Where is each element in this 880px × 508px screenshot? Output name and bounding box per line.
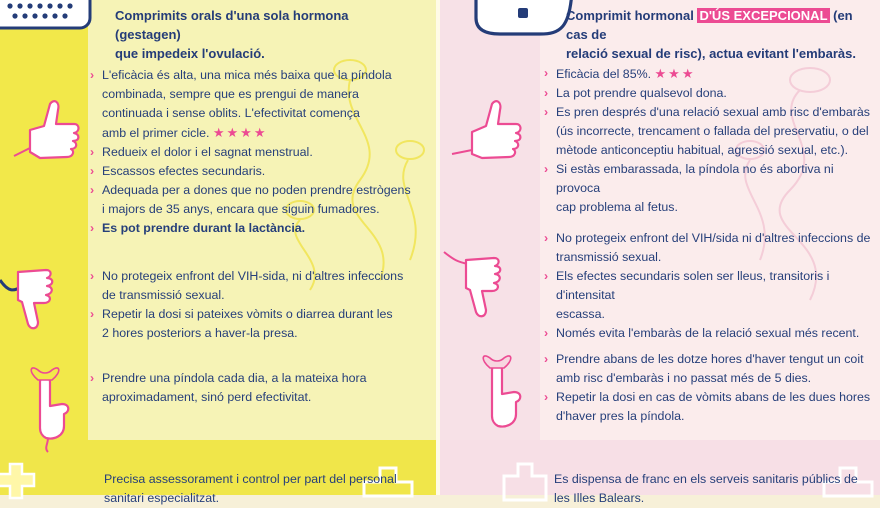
list-item-text: Només evita l'embaràs de la relació sexual més recent.	[556, 326, 860, 340]
list-item	[544, 160, 874, 217]
list-item	[90, 305, 420, 343]
list-item-text: transmissió sexual.	[556, 250, 662, 264]
list-item-text: Redueix el dolor i el sagnat menstrual.	[102, 145, 313, 159]
list-item-text: (ús incorrecte, trencament o fallada del preservatiu, o del	[556, 124, 869, 138]
pill-pack-icon	[470, 0, 580, 40]
list-item-text: Escassos efectes secundaris.	[102, 164, 266, 178]
right-remember-list	[544, 350, 874, 426]
left-panel	[0, 0, 440, 505]
right-footer	[554, 470, 874, 508]
list-item-text: mètode anticonceptiu habitual, agressió sexual, etc.).	[556, 143, 849, 157]
list-item-text: de transmissió sexual.	[102, 288, 225, 302]
list-item-text: Prendre abans de les dotze hores d'haver tengut un coit	[556, 352, 864, 366]
list-item-text: Adequada per a dones que no poden prendre estrògens	[102, 183, 411, 197]
list-item	[90, 369, 420, 407]
left-disadvantages-list	[90, 267, 420, 343]
list-item-text: Es pot prendre durant la lactància.	[102, 221, 306, 235]
rating-stars: ★★★★	[212, 125, 268, 140]
list-item-text: No protegeix enfront del VIH/sida ni d'altres infeccions de	[556, 231, 871, 245]
list-item-text: 2 hores posteriors a haver-la presa.	[102, 326, 298, 340]
right-title-line2: relació sexual de risc), actua evitant l'embaràs.	[566, 46, 856, 61]
list-item-text: Eficàcia del 85%.	[556, 67, 652, 81]
list-item	[544, 84, 874, 103]
list-item	[544, 388, 874, 426]
list-item	[90, 219, 420, 238]
highlight-badge: D'ÚS EXCEPCIONAL	[699, 8, 828, 23]
finger-ribbon-icon	[18, 362, 78, 452]
rating-stars: ★★★	[654, 66, 696, 81]
right-title	[566, 6, 866, 63]
list-item	[544, 229, 874, 267]
list-item-text: Prendre una píndola cada dia, a la mateixa hora	[102, 371, 367, 385]
right-title-text: Comprimit hormonal	[566, 8, 698, 23]
medical-cross-icon	[500, 460, 550, 500]
right-footer-line1: Es dispensa de franc en els serveis sanitaris públics de	[554, 472, 858, 486]
list-item-text: L'eficàcia és alta, una mica més baixa que la píndola	[102, 68, 392, 82]
list-item-text: Es pren després d'una relació sexual amb risc d'embaràs	[556, 105, 870, 119]
list-item-text: escassa.	[556, 307, 605, 321]
list-item	[544, 350, 874, 388]
thumbs-down-icon	[444, 250, 530, 322]
right-title-text: (en cas de	[566, 8, 853, 42]
left-title-line2: que impedeix l'ovulació.	[115, 46, 265, 61]
list-item-text: Repetir la dosi si pateixes vòmits o diarrea durant les	[102, 307, 393, 321]
list-item	[544, 103, 874, 160]
list-item	[544, 324, 874, 343]
list-item	[90, 66, 420, 143]
medical-cross-icon	[0, 458, 40, 498]
left-footer-line2: sanitari especialitzat.	[104, 491, 220, 505]
list-item-text: continuada i sense oblits. L'efectivitat comença	[102, 106, 360, 120]
list-item-text: No protegeix enfront del VIH-sida, ni d'altres infeccions	[102, 269, 404, 283]
right-footer-line2: les Illes Balears.	[554, 491, 645, 505]
list-item	[90, 162, 420, 181]
finger-ribbon-icon	[470, 350, 530, 440]
left-remember-list	[90, 369, 420, 407]
left-footer-line1: Precisa assessorament i control per part del personal	[104, 472, 397, 486]
list-item-text: aproximadament, sinó perd efectivitat.	[102, 390, 312, 404]
list-item-text: cap problema al fetus.	[556, 200, 678, 214]
right-title-line1	[566, 6, 866, 44]
list-item-text: La pot prendre qualsevol dona.	[556, 86, 727, 100]
right-disadvantages-list	[544, 229, 874, 343]
list-item-text: i majors de 35 anys, encara que siguin fumadores.	[102, 202, 380, 216]
list-item-text: combinada, sempre que es prengui de manera	[102, 87, 359, 101]
left-footer	[104, 470, 424, 508]
list-item-text: d'haver pres la píndola.	[556, 409, 685, 423]
list-item-text: Repetir la dosi en cas de vòmits abans de les dues hores	[556, 390, 871, 404]
left-title-line1: Comprimits orals d'una sola hormona (gestagen)	[115, 8, 349, 42]
list-item-text: Si estàs embarassada, la píndola no és abortiva ni provoca	[556, 162, 834, 195]
list-item-text: Els efectes secundaris solen ser lleus, transitoris i d'intensitat	[556, 269, 830, 302]
thumbs-up-icon	[452, 96, 532, 166]
list-item-text: amb el primer cicle.	[102, 126, 210, 140]
left-title	[115, 6, 415, 63]
pill-pack-icon	[0, 0, 100, 34]
right-advantages-list	[544, 64, 874, 217]
list-item	[544, 267, 874, 324]
list-item-text: amb risc d'embaràs i no passat més de 5 dies.	[556, 371, 812, 385]
thumbs-down-icon	[0, 262, 80, 334]
list-item	[90, 143, 420, 162]
right-panel	[440, 0, 880, 505]
list-item	[90, 267, 420, 305]
list-item	[544, 64, 874, 84]
thumbs-up-icon	[10, 96, 82, 166]
left-advantages-list	[90, 66, 420, 238]
list-item	[90, 181, 420, 219]
